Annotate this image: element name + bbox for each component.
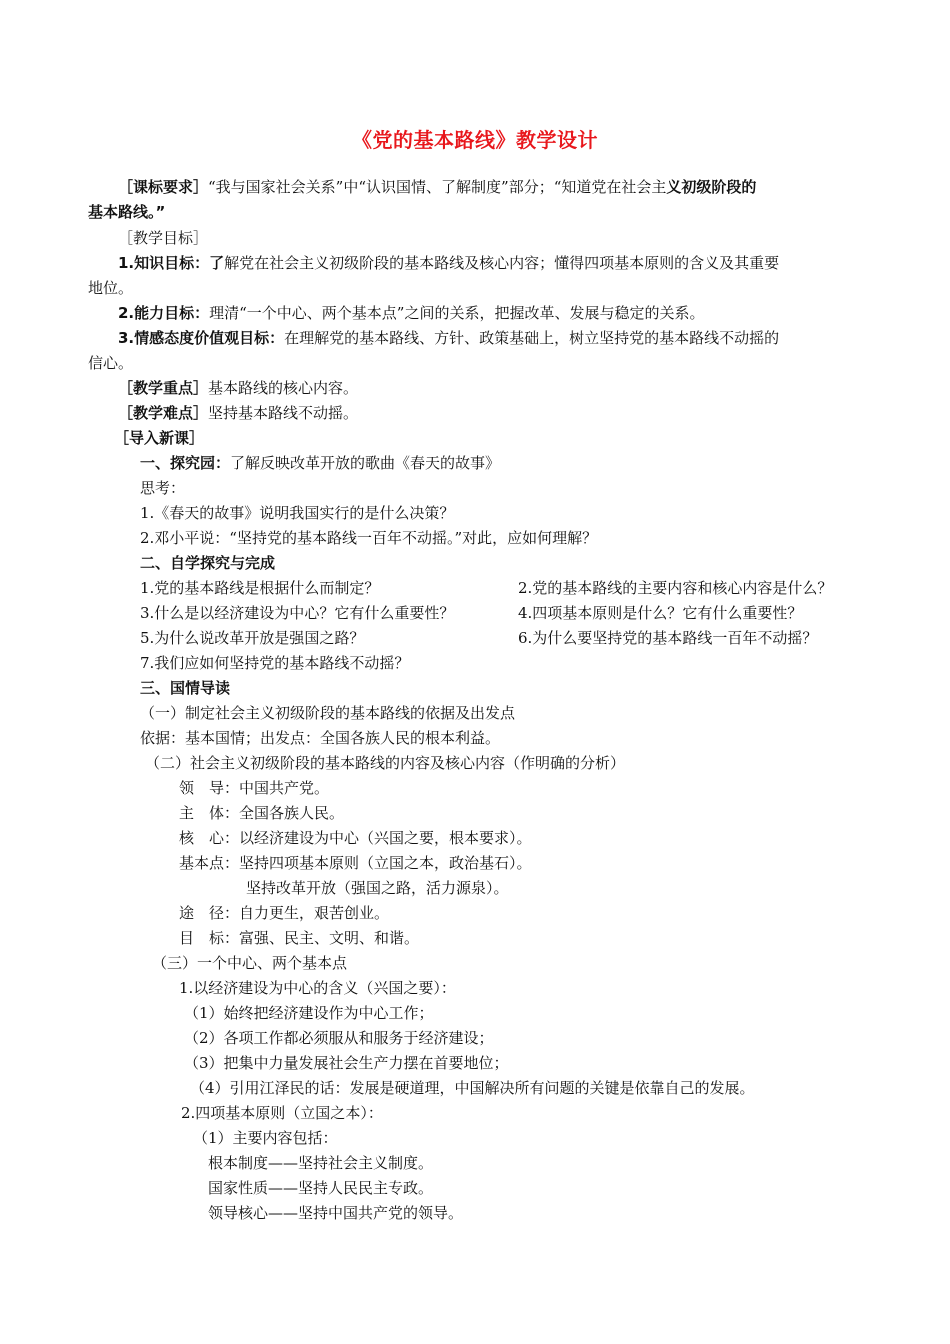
self-question: 3.什么是以经济建设为中心？它有什么重要性？ xyxy=(140,604,455,622)
section-1-text: 了解反映改革开放的歌曲《春天的故事》 xyxy=(230,454,501,472)
kebiao-line-1 xyxy=(118,177,756,197)
goal-3-label: 3.情感态度价值观目标： xyxy=(118,329,285,347)
kebiao-line-2: 基本路线。” xyxy=(88,203,166,221)
center-item: （2）各项工作都必须服从和服务于经济建设； xyxy=(184,1029,494,1047)
content-item: 领 导：中国共产党。 xyxy=(179,779,330,797)
principle-item: 领导核心——坚持中国共产党的领导。 xyxy=(208,1204,464,1222)
content-item: 目 标：富强、民主、文明、和谐。 xyxy=(179,929,420,947)
question-1: 1.《春天的故事》说明我国实行的是什么决策？ xyxy=(140,504,455,522)
part-3-heading: （三）一个中心、两个基本点 xyxy=(152,954,348,972)
section-1 xyxy=(140,453,500,473)
self-question: 6.为什么要坚持党的基本路线一百年不动摇？ xyxy=(518,629,818,647)
daoru-label: ［导入新课］ xyxy=(114,429,205,447)
nandian-text: 坚持基本路线不动摇。 xyxy=(208,404,359,422)
center-item: （3）把集中力量发展社会生产力摆在首要地位； xyxy=(184,1054,509,1072)
content-item: 途 径：自力更生，艰苦创业。 xyxy=(179,904,390,922)
goal-2 xyxy=(118,303,704,323)
section-1-label: 一、探究园： xyxy=(140,454,231,472)
principle-item: 国家性质——坚持人民民主专政。 xyxy=(208,1179,434,1197)
part-1-body: 依据：基本国情；出发点：全国各族人民的根本利益。 xyxy=(140,729,501,747)
center-item: （4）引用江泽民的话：发展是硬道理，中国解决所有问题的关键是依靠自己的发展。 xyxy=(190,1079,755,1097)
self-question: 2.党的基本路线的主要内容和核心内容是什么？ xyxy=(518,579,833,597)
section-2-label: 二、自学探究与完成 xyxy=(140,554,276,572)
goal-1 xyxy=(118,253,779,273)
nandian xyxy=(118,403,358,423)
part-2-heading: （二）社会主义初级阶段的基本路线的内容及核心内容（作明确的分析） xyxy=(145,754,626,772)
content-item: 基本点：坚持四项基本原则（立国之本，政治基石）。 xyxy=(179,854,532,872)
zhongdian-text: 基本路线的核心内容。 xyxy=(208,379,359,397)
zhongdian-label: ［教学重点］ xyxy=(118,379,209,397)
center-item: （1）始终把经济建设作为中心工作； xyxy=(184,1004,434,1022)
part-1-heading: （一）制定社会主义初级阶段的基本路线的依据及出发点 xyxy=(140,704,516,722)
self-question: 1.党的基本路线是根据什么而制定？ xyxy=(140,579,380,597)
document-title: 《党的基本路线》教学设计 xyxy=(352,128,598,152)
self-question: 5.为什么说改革开放是强国之路？ xyxy=(140,629,365,647)
kebiao-label: ［课标要求］ xyxy=(118,178,209,196)
goal-2-text: 理清“一个中心、两个基本点”之间的关系，把握改革、发展与稳定的关系。 xyxy=(209,304,705,322)
zhongdian xyxy=(118,378,358,398)
content-item: 主 体：全国各族人民。 xyxy=(179,804,345,822)
question-2: 2.邓小平说：“坚持党的基本路线一百年不动摇。”对此，应如何理解？ xyxy=(140,529,598,547)
kebiao-text: “我与国家社会关系”中“认识国情、了解制度”部分；“知道党在社会主 xyxy=(208,178,667,196)
principles-subheading: （1）主要内容包括： xyxy=(193,1129,338,1147)
goal-3 xyxy=(118,328,779,348)
goal-2-label: 2.能力目标： xyxy=(118,304,210,322)
goal-1-label: 1.知识目标：了 xyxy=(118,254,225,272)
self-question: 4.四项基本原则是什么？它有什么重要性？ xyxy=(518,604,803,622)
goal-1-text: 解党在社会主义初级阶段的基本路线及核心内容；懂得四项基本原则的含义及其重要 xyxy=(224,254,780,272)
content-item: 坚持改革开放（强国之路，活力源泉）。 xyxy=(246,879,509,897)
mubiao-label: ［教学目标］ xyxy=(118,229,209,247)
self-question: 7.我们应如何坚持党的基本路线不动摇？ xyxy=(140,654,410,672)
center-heading: 1.以经济建设为中心的含义（兴国之要）： xyxy=(179,979,456,997)
sikao-label: 思考： xyxy=(140,479,186,497)
section-3-label: 三、国情导读 xyxy=(140,679,231,697)
principles-heading: 2.四项基本原则（立国之本）： xyxy=(181,1104,383,1122)
goal-3-text: 在理解党的基本路线、方针、政策基础上，树立坚持党的基本路线不动摇的 xyxy=(284,329,780,347)
goal-3-cont: 信心。 xyxy=(88,354,134,372)
content-item: 核 心：以经济建设为中心（兴国之要，根本要求）。 xyxy=(179,829,532,847)
goal-1-cont: 地位。 xyxy=(88,279,134,297)
nandian-label: ［教学难点］ xyxy=(118,404,209,422)
kebiao-bold-tail: 义初级阶段的 xyxy=(666,178,757,196)
principle-item: 根本制度——坚持社会主义制度。 xyxy=(208,1154,434,1172)
